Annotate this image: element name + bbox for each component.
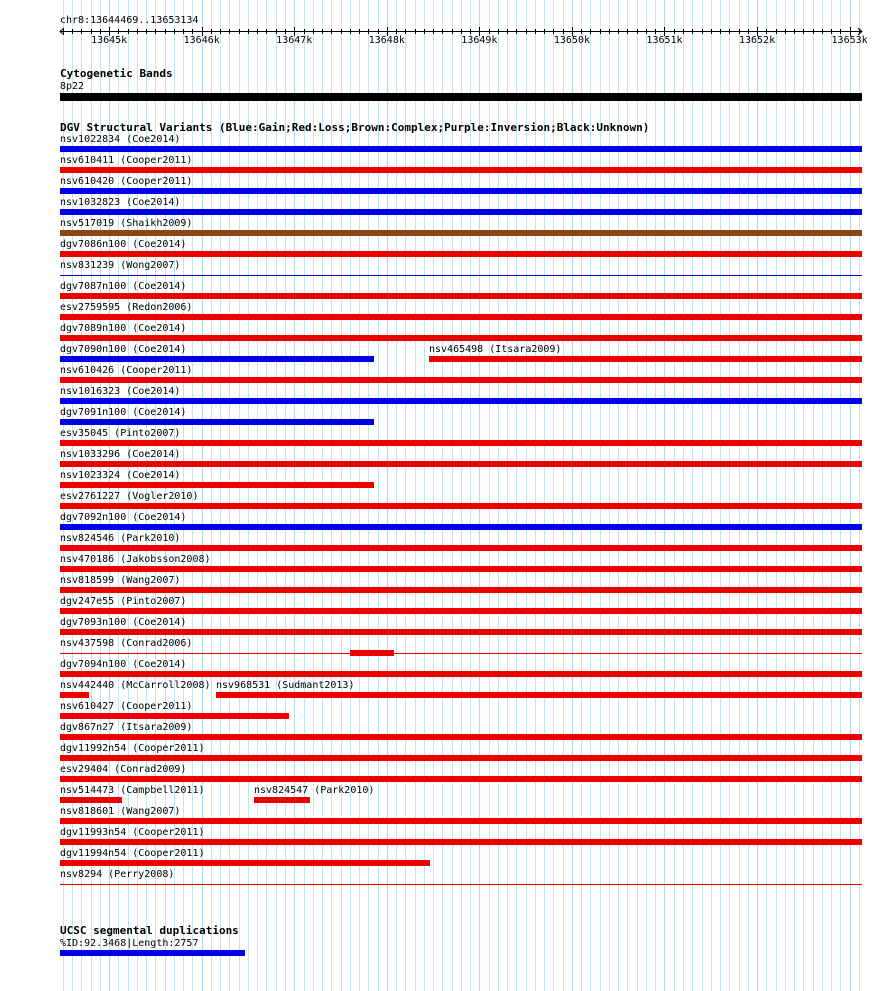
variant-label[interactable]: nsv818601 (Wang2007): [60, 806, 181, 817]
variant-bar[interactable]: [60, 839, 862, 845]
variant-label[interactable]: nsv610427 (Cooper2011): [60, 701, 193, 712]
variant-bar[interactable]: [60, 776, 862, 782]
variant-label[interactable]: nsv514473 (Campbell2011): [60, 785, 205, 796]
variant-bar[interactable]: [60, 419, 374, 425]
variant-label[interactable]: esv2761227 (Vogler2010): [60, 491, 199, 502]
variant-bar[interactable]: [60, 629, 862, 635]
variant-bar[interactable]: [60, 293, 862, 299]
variant-label[interactable]: nsv968531 (Sudmant2013): [216, 680, 355, 691]
variant-bar[interactable]: [60, 860, 430, 866]
segdup-track-title[interactable]: UCSC segmental duplications: [60, 924, 239, 937]
variant-label[interactable]: nsv8294 (Perry2008): [60, 869, 175, 880]
variant-bar[interactable]: [60, 503, 862, 509]
variant-bar[interactable]: [60, 713, 289, 719]
variant-bar[interactable]: [60, 587, 862, 593]
variant-label[interactable]: nsv517019 (Shaikh2009): [60, 218, 193, 229]
variant-label[interactable]: dgv7087n100 (Coe2014): [60, 281, 187, 292]
cytoband-bar[interactable]: [60, 93, 862, 101]
variant-bar[interactable]: [429, 356, 862, 362]
variant-bar[interactable]: [60, 566, 862, 572]
variant-label[interactable]: dgv7086n100 (Coe2014): [60, 239, 187, 250]
variant-label[interactable]: nsv824546 (Park2010): [60, 533, 181, 544]
variant-bar[interactable]: [60, 377, 862, 383]
variant-label[interactable]: nsv1033296 (Coe2014): [60, 449, 181, 460]
variant-label[interactable]: esv2759595 (Redon2006): [60, 302, 193, 313]
variant-span-line[interactable]: [60, 275, 862, 276]
segdup-label[interactable]: %ID:92.3468|Length:2757: [60, 938, 199, 949]
position-label: chr8:13644469..13653134: [60, 15, 199, 26]
variant-bar[interactable]: [60, 671, 862, 677]
variant-label[interactable]: nsv465498 (Itsara2009): [429, 344, 562, 355]
variant-label[interactable]: nsv1016323 (Coe2014): [60, 386, 181, 397]
variant-label[interactable]: nsv610426 (Cooper2011): [60, 365, 193, 376]
variant-label[interactable]: nsv470186 (Jakobsson2008): [60, 554, 211, 565]
variant-label[interactable]: dgv11992n54 (Cooper2011): [60, 743, 205, 754]
variant-bar[interactable]: [60, 356, 374, 362]
variant-bar[interactable]: [216, 692, 862, 698]
variant-bar[interactable]: [60, 209, 862, 215]
variant-span-line[interactable]: [60, 653, 862, 654]
ruler-tick-label: 13646k: [183, 35, 220, 46]
ruler-tick-label: 13645k: [91, 35, 128, 46]
variant-label[interactable]: dgv11993n54 (Cooper2011): [60, 827, 205, 838]
variant-label[interactable]: nsv610411 (Cooper2011): [60, 155, 193, 166]
variant-label[interactable]: nsv610420 (Cooper2011): [60, 176, 193, 187]
variant-label[interactable]: nsv1022834 (Coe2014): [60, 134, 181, 145]
variant-bar[interactable]: [60, 545, 862, 551]
variant-bar[interactable]: [60, 461, 862, 467]
variant-label[interactable]: nsv831239 (Wong2007): [60, 260, 181, 271]
ruler-tick-label: 13647k: [276, 35, 313, 46]
variant-bar[interactable]: [60, 524, 862, 530]
ruler-tick-label: 13650k: [553, 35, 590, 46]
variant-bar[interactable]: [60, 335, 862, 341]
cytoband-track-title[interactable]: Cytogenetic Bands: [60, 67, 173, 80]
variant-bar[interactable]: [60, 440, 862, 446]
variant-label[interactable]: dgv11994n54 (Cooper2011): [60, 848, 205, 859]
variant-label[interactable]: dgv247e55 (Pinto2007): [60, 596, 187, 607]
variant-label[interactable]: nsv437598 (Conrad2006): [60, 638, 193, 649]
variant-label[interactable]: nsv1023324 (Coe2014): [60, 470, 181, 481]
variant-bar[interactable]: [60, 818, 862, 824]
variant-label[interactable]: dgv7089n100 (Coe2014): [60, 323, 187, 334]
variant-bar[interactable]: [350, 650, 394, 656]
variant-bar[interactable]: [60, 188, 862, 194]
variant-label[interactable]: esv29404 (Conrad2009): [60, 764, 187, 775]
cytoband-label: 8p22: [60, 81, 85, 92]
variant-bar[interactable]: [60, 230, 862, 236]
variant-bar[interactable]: [60, 314, 862, 320]
segdup-bar[interactable]: [60, 950, 245, 956]
variant-label[interactable]: nsv1032823 (Coe2014): [60, 197, 181, 208]
variant-bar[interactable]: [60, 692, 89, 698]
ruler-tick-label: 13652k: [738, 35, 776, 46]
variant-label[interactable]: nsv442440 (McCarroll2008): [60, 680, 211, 691]
variant-label[interactable]: esv35045 (Pinto2007): [60, 428, 181, 439]
variant-bar[interactable]: [60, 251, 862, 257]
variant-label[interactable]: dgv7092n100 (Coe2014): [60, 512, 187, 523]
ruler-tick-label: 13651k: [646, 35, 683, 46]
variant-bar[interactable]: [60, 398, 862, 404]
variant-bar[interactable]: [60, 608, 862, 614]
ruler-tick-label: 13648k: [368, 35, 405, 46]
variant-bar[interactable]: [60, 734, 862, 740]
ruler-tick-label: 13649k: [461, 35, 498, 46]
variant-label[interactable]: dgv7094n100 (Coe2014): [60, 659, 187, 670]
variant-label[interactable]: nsv818599 (Wang2007): [60, 575, 181, 586]
dgv-track-title[interactable]: DGV Structural Variants (Blue:Gain;Red:Loss;Brown:Complex;Purple:Inversion;Black:Unknown): [60, 121, 650, 134]
variant-label[interactable]: dgv7091n100 (Coe2014): [60, 407, 187, 418]
variant-span-line[interactable]: [60, 884, 862, 885]
variant-bar[interactable]: [60, 755, 862, 761]
variant-bar[interactable]: [60, 146, 862, 152]
variant-bar[interactable]: [254, 797, 310, 803]
variant-label[interactable]: dgv867n27 (Itsara2009): [60, 722, 193, 733]
variant-bar[interactable]: [60, 167, 862, 173]
ruler-tick-label: 13653k: [831, 35, 868, 46]
variant-bar[interactable]: [60, 797, 122, 803]
variant-label[interactable]: nsv824547 (Park2010): [254, 785, 375, 796]
variant-label[interactable]: dgv7090n100 (Coe2014): [60, 344, 187, 355]
variant-label[interactable]: dgv7093n100 (Coe2014): [60, 617, 187, 628]
variant-bar[interactable]: [60, 482, 374, 488]
